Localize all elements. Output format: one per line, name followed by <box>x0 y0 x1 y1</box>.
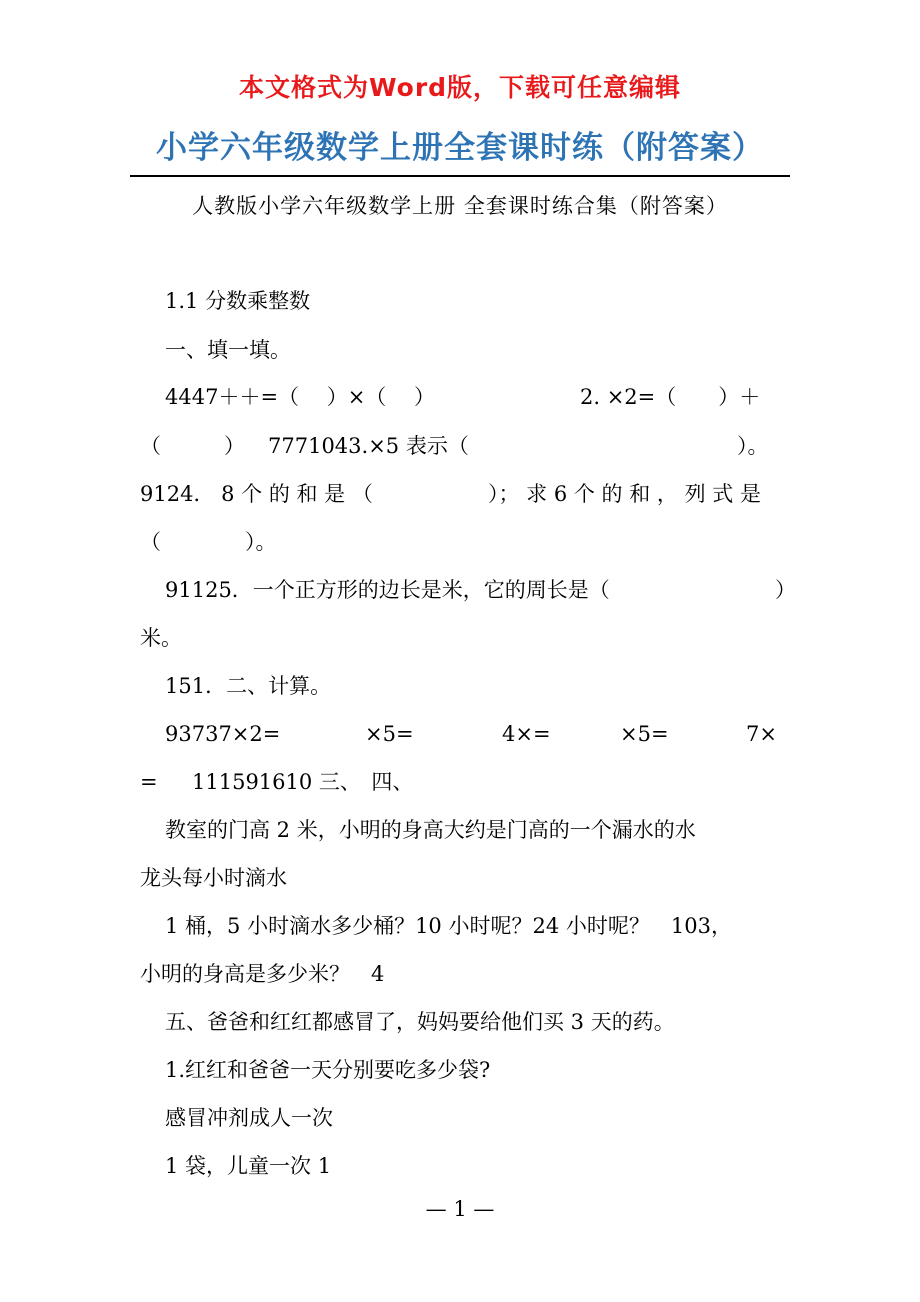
medicine-label-1: 感冒冲剂成人一次 <box>165 1106 333 1130</box>
part-five-heading: 五、爸爸和红红都感冒了，妈妈要给他们买 3 天的药。 <box>165 1010 675 1034</box>
word-format-banner: 本文格式为Word版，下载可任意编辑 <box>238 73 682 102</box>
calc-3: 4×= <box>502 722 551 746</box>
word-problem-2: 1 桶，5 小时滴水多少桶？10 小时呢？24 小时呢？ 103， <box>165 914 732 938</box>
question-3-end: ）。 <box>737 434 769 458</box>
document-title: 小学六年级数学上册全套课时练（附答案） <box>156 130 764 166</box>
page-number: — 1 — <box>425 1197 495 1221</box>
calc-1: 93737×2= <box>165 722 281 746</box>
question-4-cont: ）； 求 6 个 的 和 ， 列 式 是 <box>488 482 761 506</box>
question-3: 7771043.×5 表示（ <box>268 434 469 458</box>
answer-blank: （ ） <box>140 434 245 458</box>
medicine-label-2: 1 袋，儿童一次 1 <box>165 1154 332 1178</box>
part-two-heading: 151．二、计算。 <box>165 674 332 698</box>
word-problem-1-cont: 龙头每小时滴水 <box>140 866 287 890</box>
calc-4: ×5= <box>620 722 669 746</box>
question-4: 9124． 8 个 的 和 是 （ <box>140 482 373 506</box>
question-1: 4447＋＋=（ ）×（ ） <box>165 385 435 409</box>
calc-2: ×5= <box>365 722 414 746</box>
part-one-heading: 一、填一填。 <box>165 338 291 362</box>
word-problem-1: 教室的门高 2 米，小明的身高大约是门高的一个漏水的水 <box>165 818 696 842</box>
calc-5-equals: = <box>140 770 158 794</box>
word-problem-2-cont: 小明的身高是多少米？ 4 <box>140 962 385 986</box>
document-subtitle: 人教版小学六年级数学上册 全套课时练合集（附答案） <box>192 194 728 218</box>
answer-blank-2: （ ）。 <box>140 530 277 554</box>
section-heading-1-1: 1.1 分数乘整数 <box>165 289 311 313</box>
part-three-four-heading: 111591610 三、 四、 <box>192 770 414 794</box>
question-5: 91125．一个正方形的边长是米，它的周长是（ <box>165 578 610 602</box>
calc-5: 7× <box>746 722 777 746</box>
title-divider <box>130 175 790 177</box>
part-five-question-1: 1.红红和爸爸一天分别要吃多少袋? <box>165 1058 491 1082</box>
question-5-unit: 米。 <box>140 626 182 650</box>
question-2: 2. ×2=（ ）＋ <box>580 385 761 409</box>
question-5-end: ） <box>775 578 796 602</box>
